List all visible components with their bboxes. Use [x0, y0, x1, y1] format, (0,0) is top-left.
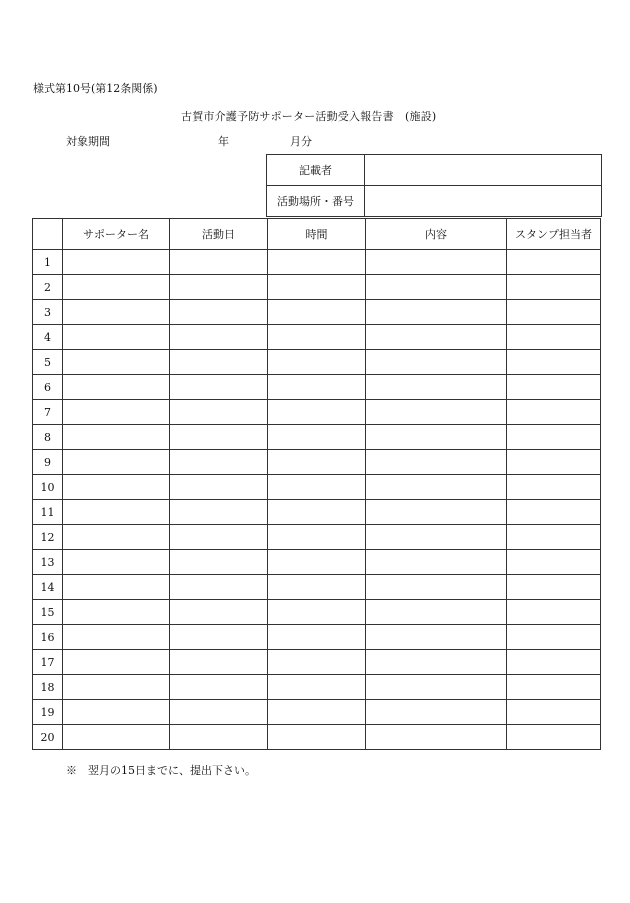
- table-row: [33, 375, 601, 400]
- activity-date-cell[interactable]: [170, 625, 268, 650]
- time-cell[interactable]: [268, 675, 366, 700]
- supporter-name-cell[interactable]: [63, 600, 170, 625]
- column-header-supporter-name: サポーター名: [63, 219, 170, 250]
- table-row: [33, 350, 601, 375]
- time-cell[interactable]: [268, 575, 366, 600]
- recorder-field[interactable]: [365, 155, 602, 186]
- time-cell[interactable]: [268, 525, 366, 550]
- supporter-name-cell[interactable]: [63, 650, 170, 675]
- activity-date-cell[interactable]: [170, 525, 268, 550]
- stamp-person-cell[interactable]: [507, 400, 601, 425]
- stamp-person-cell[interactable]: [507, 450, 601, 475]
- stamp-person-cell[interactable]: [507, 625, 601, 650]
- supporter-name-cell[interactable]: [63, 500, 170, 525]
- stamp-person-cell[interactable]: [507, 425, 601, 450]
- content-cell[interactable]: [366, 400, 507, 425]
- activity-date-cell[interactable]: [170, 400, 268, 425]
- content-cell[interactable]: [366, 450, 507, 475]
- table-body: [33, 250, 601, 750]
- stamp-person-cell[interactable]: [507, 300, 601, 325]
- content-cell[interactable]: [366, 425, 507, 450]
- supporter-name-cell[interactable]: [63, 300, 170, 325]
- column-header-time: 時間: [268, 219, 366, 250]
- table-header-row: [33, 219, 601, 250]
- content-cell[interactable]: [366, 600, 507, 625]
- content-cell[interactable]: [366, 625, 507, 650]
- activity-date-cell[interactable]: [170, 675, 268, 700]
- info-table: [266, 154, 602, 217]
- form-number: 様式第10号(第12条関係): [33, 82, 158, 95]
- content-cell[interactable]: [366, 725, 507, 750]
- row-number: 6: [33, 375, 63, 400]
- month-label: 月分: [290, 135, 312, 148]
- content-cell[interactable]: [366, 525, 507, 550]
- column-header-content: 内容: [366, 219, 507, 250]
- activity-date-cell[interactable]: [170, 425, 268, 450]
- table-row: [33, 525, 601, 550]
- activity-date-cell[interactable]: [170, 575, 268, 600]
- activity-date-cell[interactable]: [170, 650, 268, 675]
- row-number: 5: [33, 350, 63, 375]
- time-cell[interactable]: [268, 700, 366, 725]
- supporter-name-cell[interactable]: [63, 350, 170, 375]
- activity-date-cell[interactable]: [170, 450, 268, 475]
- supporter-name-cell[interactable]: [63, 525, 170, 550]
- supporter-name-cell[interactable]: [63, 425, 170, 450]
- time-cell[interactable]: [268, 375, 366, 400]
- activity-date-cell[interactable]: [170, 700, 268, 725]
- time-cell[interactable]: [268, 600, 366, 625]
- location-row: [267, 186, 602, 217]
- activity-date-cell[interactable]: [170, 550, 268, 575]
- stamp-person-cell[interactable]: [507, 550, 601, 575]
- supporter-name-cell[interactable]: [63, 475, 170, 500]
- activity-date-cell[interactable]: [170, 275, 268, 300]
- content-cell[interactable]: [366, 375, 507, 400]
- content-cell[interactable]: [366, 700, 507, 725]
- table-row: [33, 600, 601, 625]
- supporter-name-cell[interactable]: [63, 575, 170, 600]
- table-row: [33, 550, 601, 575]
- time-cell[interactable]: [268, 500, 366, 525]
- content-cell[interactable]: [366, 250, 507, 275]
- column-header-activity-date: 活動日: [170, 219, 268, 250]
- recorder-label: 記載者: [267, 155, 365, 186]
- time-cell[interactable]: [268, 550, 366, 575]
- time-cell[interactable]: [268, 425, 366, 450]
- time-cell[interactable]: [268, 350, 366, 375]
- content-cell[interactable]: [366, 475, 507, 500]
- table-row: [33, 325, 601, 350]
- supporter-name-cell[interactable]: [63, 675, 170, 700]
- row-number: 16: [33, 625, 63, 650]
- content-cell[interactable]: [366, 350, 507, 375]
- time-cell[interactable]: [268, 325, 366, 350]
- row-number: 8: [33, 425, 63, 450]
- stamp-person-cell[interactable]: [507, 725, 601, 750]
- activity-date-cell[interactable]: [170, 375, 268, 400]
- location-label: 活動場所・番号: [267, 186, 365, 217]
- time-cell[interactable]: [268, 450, 366, 475]
- time-cell[interactable]: [268, 650, 366, 675]
- row-number: 1: [33, 250, 63, 275]
- supporter-name-cell[interactable]: [63, 275, 170, 300]
- content-cell[interactable]: [366, 275, 507, 300]
- row-number: 9: [33, 450, 63, 475]
- supporter-name-cell[interactable]: [63, 375, 170, 400]
- stamp-person-cell[interactable]: [507, 700, 601, 725]
- table-row: [33, 250, 601, 275]
- row-number: 17: [33, 650, 63, 675]
- stamp-person-cell[interactable]: [507, 250, 601, 275]
- table-row: [33, 475, 601, 500]
- submission-note: ※ 翌月の15日までに、提出下さい。: [66, 764, 256, 777]
- row-number: 7: [33, 400, 63, 425]
- table-row: [33, 450, 601, 475]
- column-header-stamp-person: スタンプ担当者: [507, 219, 601, 250]
- table-row: [33, 575, 601, 600]
- stamp-person-cell[interactable]: [507, 325, 601, 350]
- activity-date-cell[interactable]: [170, 300, 268, 325]
- table-row: [33, 675, 601, 700]
- activity-date-cell[interactable]: [170, 600, 268, 625]
- supporter-name-cell[interactable]: [63, 725, 170, 750]
- content-cell[interactable]: [366, 325, 507, 350]
- activity-date-cell[interactable]: [170, 350, 268, 375]
- row-number: 20: [33, 725, 63, 750]
- row-number: 12: [33, 525, 63, 550]
- time-cell[interactable]: [268, 250, 366, 275]
- supporter-name-cell[interactable]: [63, 400, 170, 425]
- table-row: [33, 700, 601, 725]
- stamp-person-cell[interactable]: [507, 650, 601, 675]
- stamp-person-cell[interactable]: [507, 350, 601, 375]
- row-number: 11: [33, 500, 63, 525]
- table-row: [33, 275, 601, 300]
- table-row: [33, 300, 601, 325]
- year-label: 年: [218, 135, 229, 148]
- supporter-name-cell[interactable]: [63, 250, 170, 275]
- content-cell[interactable]: [366, 675, 507, 700]
- stamp-person-cell[interactable]: [507, 375, 601, 400]
- supporter-name-cell[interactable]: [63, 700, 170, 725]
- content-cell[interactable]: [366, 550, 507, 575]
- time-cell[interactable]: [268, 400, 366, 425]
- supporter-name-cell[interactable]: [63, 550, 170, 575]
- table-row: [33, 725, 601, 750]
- row-number: 18: [33, 675, 63, 700]
- table-row: [33, 650, 601, 675]
- time-cell[interactable]: [268, 625, 366, 650]
- location-field[interactable]: [365, 186, 602, 217]
- activity-date-cell[interactable]: [170, 475, 268, 500]
- supporter-name-cell[interactable]: [63, 625, 170, 650]
- activity-date-cell[interactable]: [170, 725, 268, 750]
- row-number: 15: [33, 600, 63, 625]
- form-title: 古賀市介護予防サポーター活動受入報告書 (施設): [181, 110, 437, 123]
- stamp-person-cell[interactable]: [507, 275, 601, 300]
- time-cell[interactable]: [268, 725, 366, 750]
- activity-date-cell[interactable]: [170, 250, 268, 275]
- stamp-person-cell[interactable]: [507, 525, 601, 550]
- stamp-person-cell[interactable]: [507, 475, 601, 500]
- table-row: [33, 625, 601, 650]
- time-cell[interactable]: [268, 275, 366, 300]
- stamp-person-cell[interactable]: [507, 600, 601, 625]
- column-header-number: [33, 219, 63, 250]
- content-cell[interactable]: [366, 575, 507, 600]
- content-cell[interactable]: [366, 300, 507, 325]
- activity-date-cell[interactable]: [170, 500, 268, 525]
- report-table: [32, 218, 601, 750]
- target-period-label: 対象期間: [66, 135, 110, 148]
- activity-date-cell[interactable]: [170, 325, 268, 350]
- stamp-person-cell[interactable]: [507, 500, 601, 525]
- row-number: 3: [33, 300, 63, 325]
- supporter-name-cell[interactable]: [63, 325, 170, 350]
- content-cell[interactable]: [366, 500, 507, 525]
- row-number: 19: [33, 700, 63, 725]
- stamp-person-cell[interactable]: [507, 675, 601, 700]
- table-row: [33, 400, 601, 425]
- time-cell[interactable]: [268, 475, 366, 500]
- row-number: 13: [33, 550, 63, 575]
- stamp-person-cell[interactable]: [507, 575, 601, 600]
- row-number: 14: [33, 575, 63, 600]
- recorder-row: [267, 155, 602, 186]
- content-cell[interactable]: [366, 650, 507, 675]
- table-row: [33, 425, 601, 450]
- supporter-name-cell[interactable]: [63, 450, 170, 475]
- row-number: 2: [33, 275, 63, 300]
- row-number: 4: [33, 325, 63, 350]
- row-number: 10: [33, 475, 63, 500]
- time-cell[interactable]: [268, 300, 366, 325]
- table-row: [33, 500, 601, 525]
